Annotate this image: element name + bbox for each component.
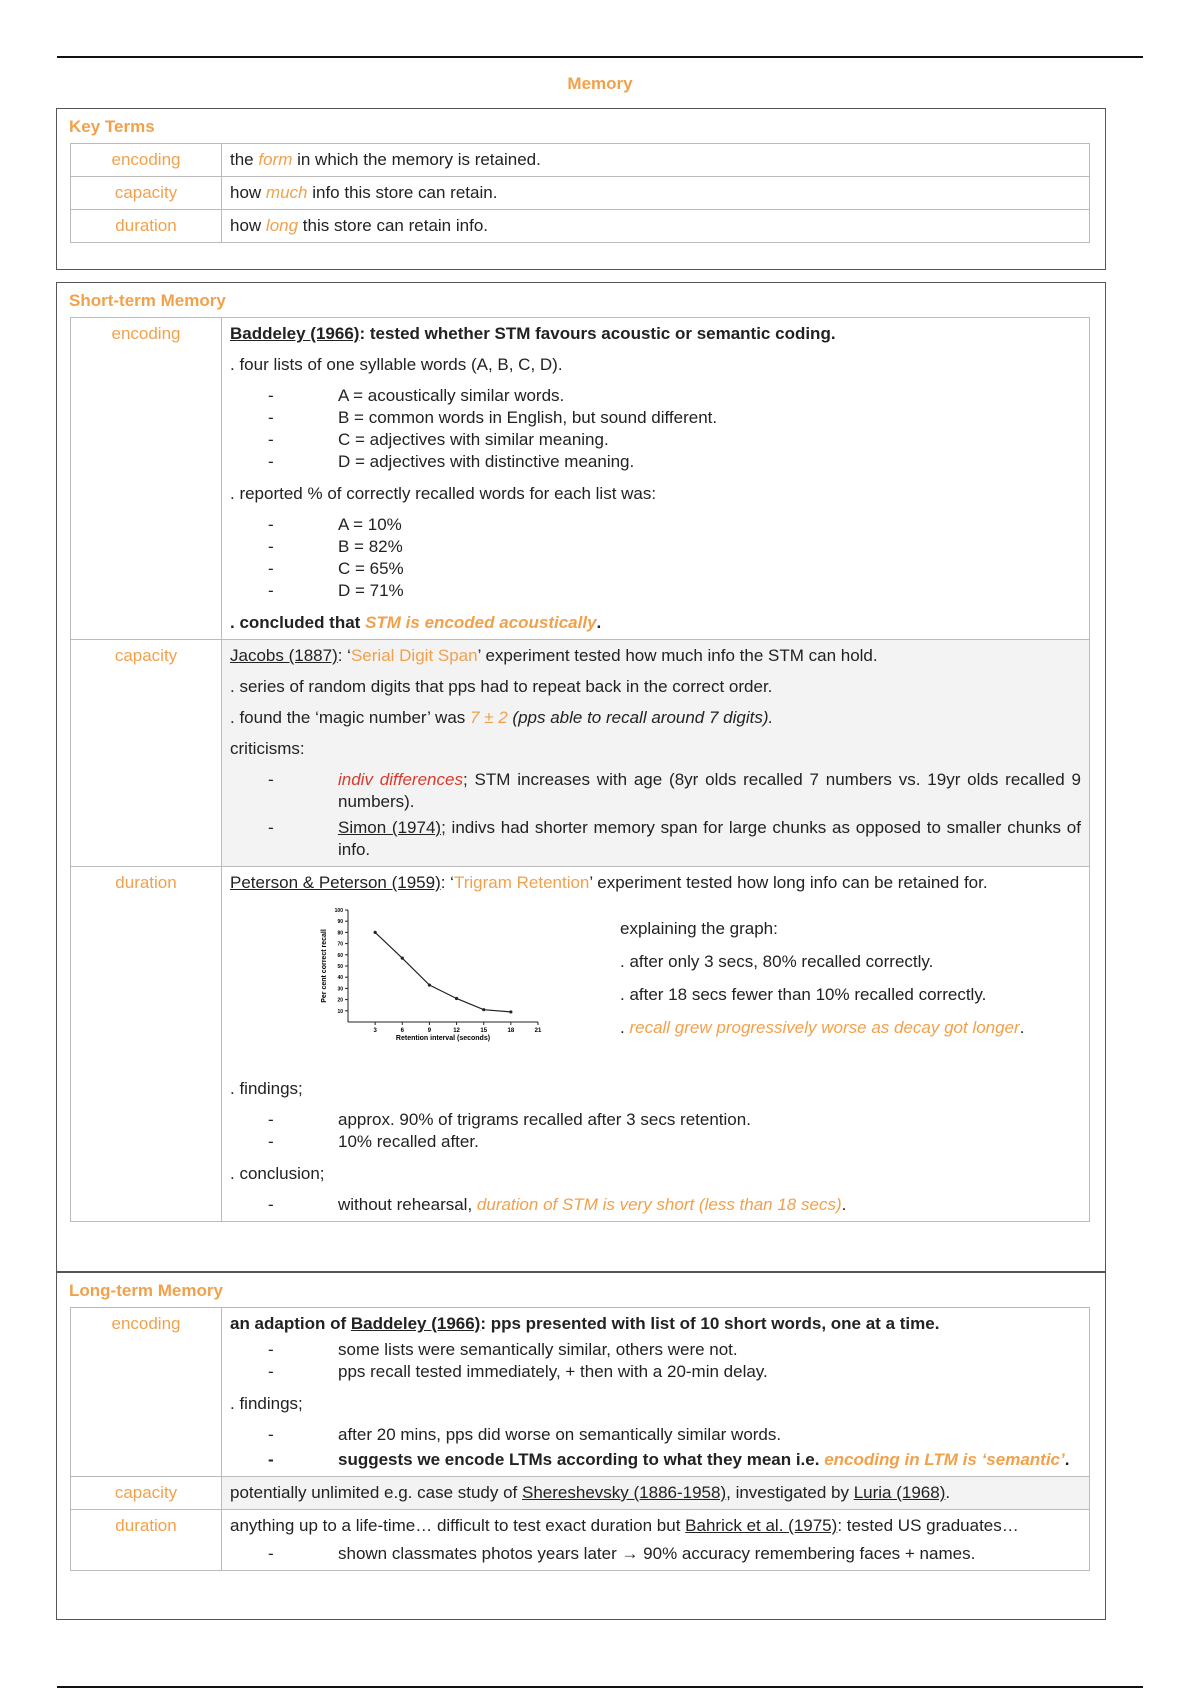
stm-duration-label: duration: [71, 867, 222, 1222]
stm-duration-row: [71, 867, 1090, 1222]
ltm-duration-body: [222, 1510, 1090, 1571]
y-tick-label: 40: [337, 975, 343, 982]
table-row: [71, 210, 1090, 243]
term-capacity: capacity: [71, 177, 222, 210]
ltm-duration-row: [71, 1510, 1090, 1571]
list-item: - D = adjectives with distinctive meaning.: [230, 451, 1081, 473]
x-tick-label: 6: [400, 1028, 404, 1034]
term-duration: duration: [71, 210, 222, 243]
definition-capacity: how much info this store can retain.: [222, 177, 1090, 210]
y-tick-label: 50: [337, 964, 343, 970]
series-line: [375, 932, 511, 1012]
key-terms-heading: Key Terms: [69, 117, 155, 136]
list-item: - A = acoustically similar words.: [230, 385, 1081, 407]
explain-title: explaining the graph:: [620, 919, 778, 938]
data-point: [509, 1010, 512, 1013]
explain-2: . after 18 secs fewer than 10% recalled correctly.: [620, 985, 987, 1004]
x-tick-label: 9: [427, 1028, 432, 1034]
ltm-duration-text: anything up to a life-time… difficult to test exact duration but Bahrick et al. (1975): tested US graduates…: [230, 1516, 1019, 1535]
list-item: - without rehearsal, duration of STM is very short (less than 18 secs).: [230, 1194, 1081, 1216]
list-item: - A = 10%: [230, 514, 1081, 536]
stm-capacity-body: [222, 640, 1090, 867]
y-tick-label: 30: [337, 986, 343, 993]
stm-table: [70, 317, 1090, 1222]
stm-duration-conclusion: [230, 1194, 1081, 1216]
x-tick-label: 3: [373, 1028, 377, 1034]
stm-capacity-criticisms: [230, 769, 1081, 861]
list-item: - approx. 90% of trigrams recalled after 3 secs retention.: [230, 1109, 1081, 1131]
stm-duration-body: [222, 867, 1090, 1222]
stm-encoding-p1: . four lists of one syllable words (A, B, C, D).: [230, 355, 563, 374]
stm-capacity-p1: . series of random digits that pps had to repeat back in the correct order.: [230, 677, 773, 696]
stm-capacity-row: [71, 640, 1090, 867]
stm-capacity-p2: . found the ‘magic number’ was 7 ± 2 (pps able to recall around 7 digits).: [230, 708, 774, 727]
ltm-table: [70, 1307, 1090, 1571]
data-point: [401, 957, 404, 960]
x-tick-label: 21: [534, 1028, 542, 1034]
y-tick-label: 80: [337, 930, 343, 937]
explain-1: . after only 3 secs, 80% recalled correctly.: [620, 952, 934, 971]
ltm-encoding-items: [230, 1339, 1081, 1383]
y-tick-label: 70: [337, 941, 343, 948]
term-encoding: encoding: [71, 144, 222, 177]
stm-duration-study: Peterson & Peterson (1959): ‘Trigram Retention’ experiment tested how long info can be retained for.: [230, 873, 988, 892]
list-item: - B = 82%: [230, 536, 1081, 558]
stm-encoding-body: [222, 318, 1090, 640]
list-item: - C = adjectives with similar meaning.: [230, 429, 1081, 451]
stm-duration-findings-label: . findings;: [230, 1079, 303, 1098]
stm-duration-findings: [230, 1109, 1081, 1153]
retention-chart: [230, 900, 620, 1070]
data-point: [455, 997, 458, 1000]
ltm-capacity-row: [71, 1477, 1090, 1510]
ltm-encoding-row: [71, 1308, 1090, 1477]
list-item: - shown classmates photos years later → 90% accuracy remembering faces + names.: [230, 1543, 1081, 1565]
list-item: - B = common words in English, but sound different.: [230, 407, 1081, 429]
graph-explanation: [620, 900, 1024, 1070]
ltm-box: [56, 1272, 1106, 1620]
ltm-duration-label: duration: [71, 1510, 222, 1571]
y-tick-label: 100: [334, 908, 343, 914]
data-point: [374, 931, 377, 934]
list-item: - after 20 mins, pps did worse on semantically similar words.: [230, 1424, 1081, 1446]
stm-box: [56, 282, 1106, 1272]
y-tick-label: 90: [337, 919, 343, 926]
stm-encoding-p2: . reported % of correctly recalled words for each list was:: [230, 484, 657, 503]
list-item: - 10% recalled after.: [230, 1131, 1081, 1153]
stm-encoding-lists: [230, 385, 1081, 473]
stm-encoding-row: [71, 318, 1090, 640]
list-item: - suggests we encode LTMs according to what they mean i.e. encoding in LTM is ‘semantic’.: [230, 1449, 1081, 1471]
stm-capacity-criticisms-label: criticisms:: [230, 739, 305, 758]
ltm-heading: Long-term Memory: [69, 1281, 223, 1300]
data-point: [482, 1008, 485, 1011]
y-tick-label: 10: [337, 1008, 343, 1015]
stm-encoding-conclusion: . concluded that STM is encoded acoustically.: [230, 613, 602, 632]
bottom-rule: [57, 1686, 1143, 1688]
table-row: [71, 177, 1090, 210]
ltm-encoding-findings: [230, 1424, 1081, 1471]
list-item: - Simon (1974); indivs had shorter memory span for large chunks as opposed to smaller chunks of info.: [230, 817, 1081, 861]
x-axis-label: Retention interval (seconds): [395, 1035, 491, 1042]
y-tick-label: 20: [337, 997, 343, 1004]
definition-duration: how long this store can retain info.: [222, 210, 1090, 243]
retention-chart-svg: [230, 900, 620, 1070]
stm-duration-conclusion-label: . conclusion;: [230, 1164, 325, 1183]
definition-encoding: the form in which the memory is retained.: [222, 144, 1090, 177]
ltm-capacity-body: potentially unlimited e.g. case study of Shereshevsky (1886-1958), investigated by Luria (1968).: [222, 1477, 1090, 1510]
key-terms-table: [70, 143, 1090, 243]
ltm-duration-items: [230, 1543, 1081, 1565]
stm-encoding-study: Baddeley (1966): tested whether STM favours acoustic or semantic coding.: [230, 324, 836, 343]
list-item: - pps recall tested immediately, + then with a 20-min delay.: [230, 1361, 1081, 1383]
ltm-encoding-study: an adaption of Baddeley (1966): pps presented with list of 10 short words, one at a time.: [230, 1314, 940, 1333]
ltm-encoding-body: [222, 1308, 1090, 1477]
stm-encoding-results: [230, 514, 1081, 602]
ltm-capacity-label: capacity: [71, 1477, 222, 1510]
stm-heading: Short-term Memory: [69, 291, 226, 310]
stm-capacity-label: capacity: [71, 640, 222, 867]
list-item: - D = 71%: [230, 580, 1081, 602]
list-item: - C = 65%: [230, 558, 1081, 580]
y-axis-label: Per cent correct recall: [321, 929, 328, 1003]
stm-capacity-study: Jacobs (1887): ‘Serial Digit Span’ experiment tested how much info the STM can hold.: [230, 646, 878, 665]
page-title: Memory: [567, 74, 633, 93]
y-tick-label: 60: [337, 952, 343, 959]
x-tick-label: 12: [453, 1028, 460, 1034]
ltm-encoding-label: encoding: [71, 1308, 222, 1477]
x-tick-label: 15: [480, 1028, 488, 1034]
list-item: - indiv differences; STM increases with age (8yr olds recalled 7 numbers vs. 19yr olds recalled 9 numbers).: [230, 769, 1081, 813]
table-row: [71, 144, 1090, 177]
top-rule: [57, 56, 1143, 58]
graph-section: [230, 900, 1081, 1070]
data-point: [428, 983, 431, 986]
list-item: - some lists were semantically similar, others were not.: [230, 1339, 1081, 1361]
stm-encoding-label: encoding: [71, 318, 222, 640]
x-tick-label: 18: [507, 1028, 515, 1034]
explain-3: . recall grew progressively worse as decay got longer.: [620, 1018, 1025, 1037]
ltm-encoding-findings-label: . findings;: [230, 1394, 303, 1413]
key-terms-box: [56, 108, 1106, 270]
